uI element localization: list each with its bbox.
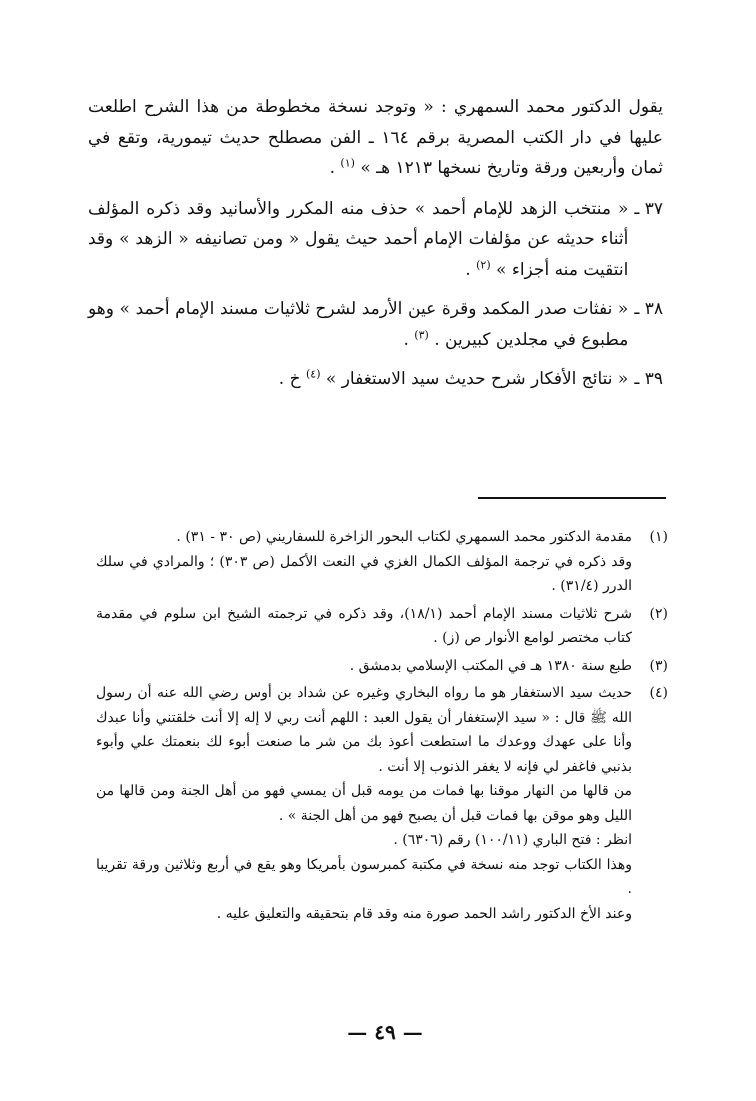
footnote-line: طبع سنة ١٣٨٠ هـ في المكتب الإسلامي بدمشق . — [349, 657, 632, 674]
item-body: « نتائج الأفكار شرح حديث سيد الاستغفار » — [325, 369, 629, 389]
item-body: « منتخب الزهد للإمام أحمد » حذف منه المكرر والأسانيد وقد ذكره المؤلف أثناء حديثه عن مؤلفات الإمام أحمد حيث يقول « ومن تصانيفه « الزهد » وقد انتقيت منه أجزاء » — [88, 198, 629, 280]
footnote-body — [96, 681, 632, 926]
footnotes-section — [96, 525, 668, 929]
footnote-line: من قالها من النهار موقنا بها فمات من يومه قبل أن يمسي فهو من أهل الجنة ومن قالها من الليل وهو موقن بها فمات قبل أن يصبح فهو من أهل الجنة » . — [96, 783, 632, 824]
footnote-number: (٤) — [649, 685, 668, 701]
footnote-ref-1: (١) — [340, 156, 355, 170]
footnote-line: وهذا الكتاب توجد منه نسخة في مكتبة كمبرسون بأمريكا وهو يقع في أربع وثلاثين ورقة تقريبا . — [96, 856, 632, 897]
item-body: « نفثات صدر المكمد وقرة عين الأرمد لشرح ثلاثيات مسند الإمام أحمد » وهو مطبوع في مجلدين كبيرين . — [88, 299, 629, 350]
intro-paragraph — [88, 92, 663, 184]
item-text — [88, 364, 628, 395]
item-tail: خ . — [278, 369, 301, 389]
footnote-body — [96, 654, 632, 679]
item-number: ٣٩ ـ — [634, 369, 663, 389]
footnote-3 — [96, 654, 668, 679]
footnote-2 — [96, 602, 668, 651]
footnote-number: (١) — [649, 529, 668, 545]
footnote-ref-2: (٢) — [476, 257, 491, 271]
intro-tail: . — [329, 158, 335, 178]
footnote-line: مقدمة الدكتور محمد السمهري لكتاب البحور الزاخرة للسفاريني (ص ٣٠ - ٣١) . — [176, 529, 632, 545]
footnote-4 — [96, 681, 668, 926]
list-item-37 — [88, 194, 663, 286]
footnote-line: وعند الأخ الدكتور راشد الحمد صورة منه وقد قام بتحقيقه والتعليق عليه . — [216, 905, 632, 922]
footnote-1 — [96, 525, 668, 599]
main-text — [88, 92, 663, 404]
footnote-body — [96, 525, 632, 599]
footnote-divider — [478, 497, 666, 499]
list-item-38 — [88, 294, 663, 355]
footnote-body — [96, 602, 632, 651]
item-number: ٣٨ ـ — [634, 299, 663, 319]
footnote-number: (٢) — [649, 605, 668, 622]
footnote-ref-4: (٤) — [305, 367, 321, 381]
footnote-line: وقد ذكره في ترجمة المؤلف الكمال الغزي في النعت الأكمل (ص ٣٠٣) ؛ والمرادي في سلك الدرر (٣١/٤) . — [96, 553, 632, 594]
item-tail: . — [403, 329, 409, 350]
list-item-39 — [88, 364, 663, 395]
intro-text: يقول الدكتور محمد السمهري : « وتوجد نسخة مخطوطة من هذا الشرح اطلعت عليها في دار الكتب المصرية برقم ١٦٤ ـ الفن مصطلح حديث تيمورية، وتقع في ثمان وأربعين ورقة وتاريخ نسخها ١٢١٣ هـ » — [88, 97, 663, 178]
footnote-ref-3: (٣) — [414, 327, 429, 341]
item-text — [88, 194, 628, 286]
item-number: ٣٧ ـ — [634, 198, 663, 219]
page-number: — ٤٩ — — [347, 1020, 423, 1044]
item-text — [88, 294, 628, 355]
footnote-line: شرح ثلاثيات مسند الإمام أحمد (١٨/١)، وقد ذكره في ترجمته الشيخ ابن سلوم في مقدمة كتاب مختصر لوامع الأنوار ص (ز) . — [96, 605, 632, 646]
item-tail: . — [465, 259, 471, 280]
footnote-number: (٣) — [649, 657, 668, 674]
footnote-line: انظر : فتح الباري (١٠٠/١١) رقم (٦٣٠٦) . — [393, 832, 632, 848]
footnote-line: حديث سيد الاستغفار هو ما رواه البخاري وغيره عن شداد بن أوس رضي الله عنه أن رسول الله ﷺ قال : « سيد الإستغفار أن يقول العبد : اللهم أنت ربي لا إله إلا أنت خلقتني وأنا عبدك وأنا على عهدك ووعدك ما استطعت أعوذ بك من شر ما صنعت أبوء لك بنعمتك علي وأبوء بذنبي فاغفر لي فإنه لا يغفر الذنوب إلا أنت . — [96, 685, 632, 775]
